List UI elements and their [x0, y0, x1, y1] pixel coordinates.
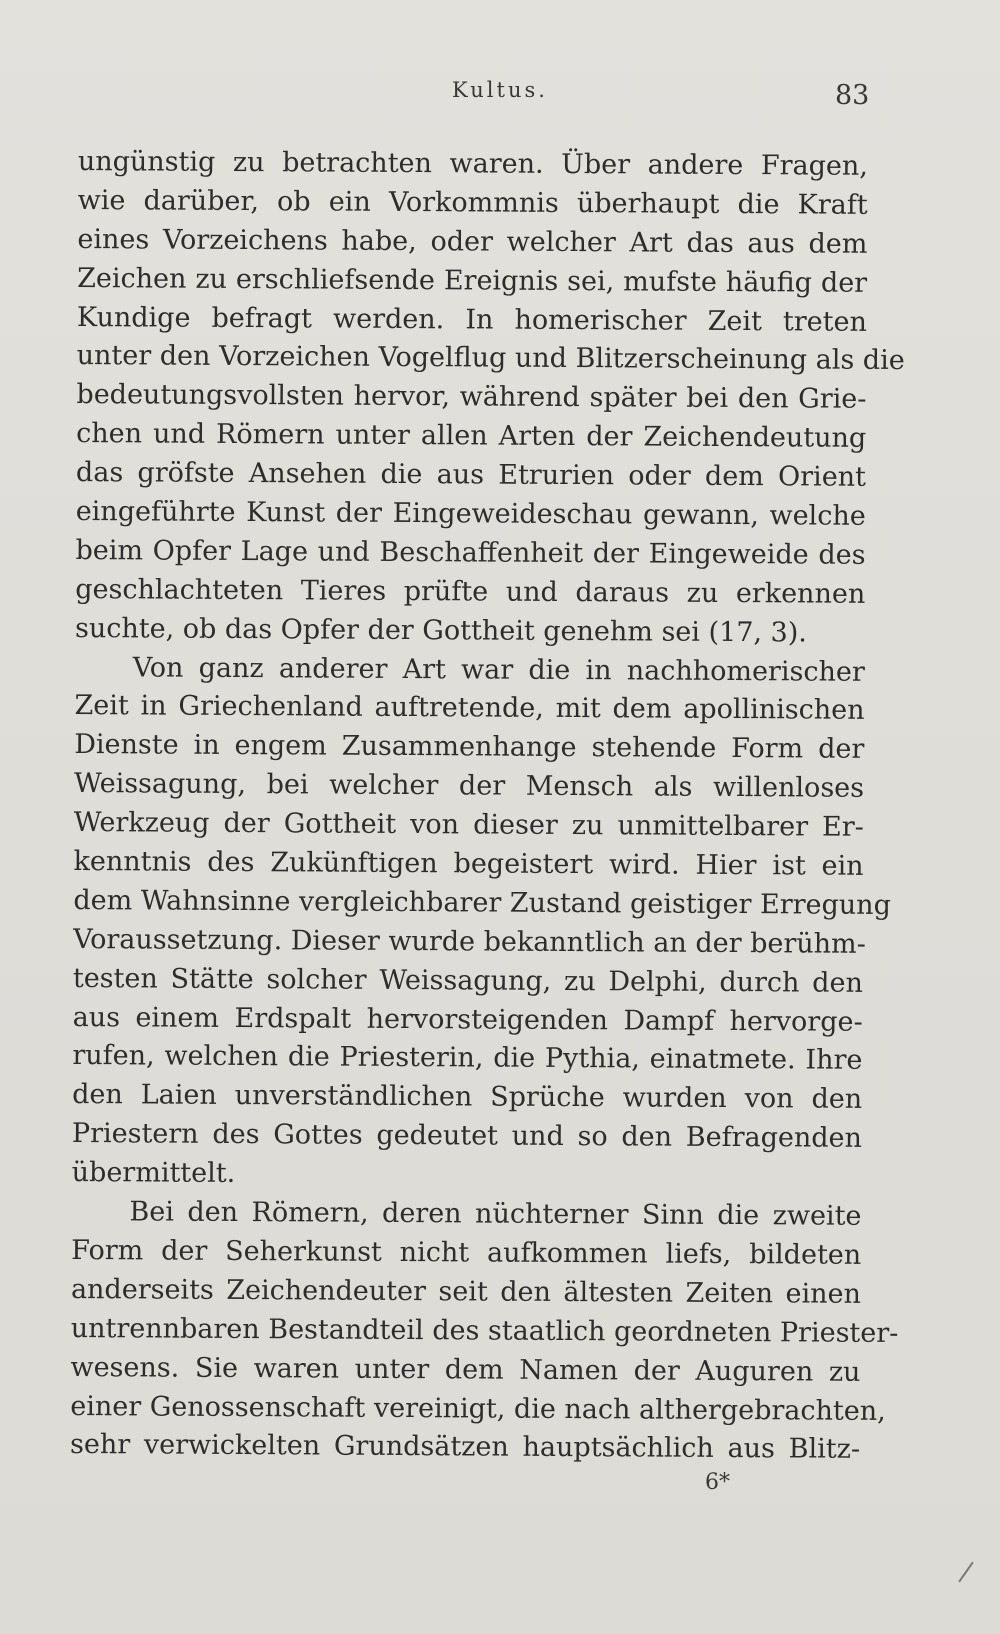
body-text — [69, 143, 905, 1470]
text-line: geschlachteten Tieres prüfte und daraus zu erkennen — [75, 573, 866, 610]
text-line: das gröfste Ansehen die aus Etrurien oder dem Orient — [75, 457, 867, 493]
text-line: unter den Vorzeichen Vogelflug und Blitzerscheinung als die — [76, 340, 905, 377]
text-line: anderseits Zeichendeuter seit den ältesten Zeiten einen — [70, 1273, 862, 1310]
text-line: bedeutungsvollsten hervor, während später bei den Grie- — [76, 379, 867, 416]
text-line: Priestern des Gottes gedeutet und so den Befragenden — [71, 1118, 863, 1155]
text-line: übermittelt. — [71, 1157, 236, 1190]
text-line: Kundige befragt werden. In homerischer Zeit treten — [76, 301, 868, 338]
text-line: den Laien unverständlichen Sprüche wurden von den — [72, 1079, 863, 1116]
text-line: Voraussetzung. Dieser wurde bekanntlich an der berühm- — [73, 923, 866, 960]
text-line: chen und Römern unter allen Arten der Zeichendeutung — [76, 418, 867, 455]
text-line: Zeit in Griechenland auftretende, mit dem apollinischen — [74, 690, 865, 727]
text-line: Bei den Römern, deren nüchterner Sinn die zweite — [129, 1196, 862, 1232]
stray-pencil-mark — [958, 1562, 973, 1583]
text-line: wie darüber, ob ein Vorkommnis überhaupt die Kraft — [77, 184, 868, 221]
text-line: ungünstig zu betrachten waren. Über andere Fragen, — [77, 145, 868, 182]
text-line: dem Wahnsinne vergleichbarer Zustand geistiger Erregung — [73, 884, 891, 921]
text-line: eines Vorzeichens habe, oder welcher Art das aus dem — [77, 223, 868, 260]
text-line: aus einem Erdspalt hervorsteigenden Dampf hervorge- — [72, 1001, 863, 1038]
text-line: Werkzeug der Gottheit von dieser zu unmittelbarer Er- — [73, 807, 864, 843]
text-line: testen Stätte solcher Weissagung, zu Delphi, durch den — [72, 962, 863, 999]
text-line: beim Opfer Lage und Beschaffenheit der Eingeweide des — [75, 534, 866, 571]
text-line: Dienste in engem Zusammenhange stehende Form der — [74, 729, 865, 766]
text-line: suchte, ob das Opfer der Gottheit genehm sei (17, 3). — [74, 612, 808, 649]
running-title: Kultus. — [452, 78, 548, 102]
text-line: kenntnis des Zukünftigen begeistert wird. Hier ist ein — [73, 846, 864, 882]
text-line: einer Genossenschaft vereinigt, die nach althergebrachten, — [70, 1390, 886, 1427]
page-number: 83 — [835, 80, 870, 111]
sheet-signature: 6* — [705, 1470, 730, 1495]
text-line: sehr verwickelten Grundsätzen hauptsächlich aus Blitz- — [69, 1429, 861, 1466]
text-line: Zeichen zu erschliefsende Ereignis sei, mufste häufig der — [77, 262, 868, 299]
text-line: Von ganz anderer Art war die in nachhomerischer — [132, 651, 865, 688]
text-line: eingeführte Kunst der Eingeweideschau gewann, welche — [75, 496, 866, 532]
text-line: wesens. Sie waren unter dem Namen der Auguren zu — [70, 1351, 861, 1388]
text-line: Form der Seherkunst nicht aufkommen liefs, bildeten — [71, 1234, 862, 1271]
text-line: untrennbaren Bestandteil des staatlich geordneten Priester- — [70, 1312, 899, 1349]
text-line: rufen, welchen die Priesterin, die Pythia, einatmete. Ihre — [72, 1040, 863, 1077]
text-line: Weissagung, bei welcher der Mensch als willenloses — [73, 768, 865, 805]
